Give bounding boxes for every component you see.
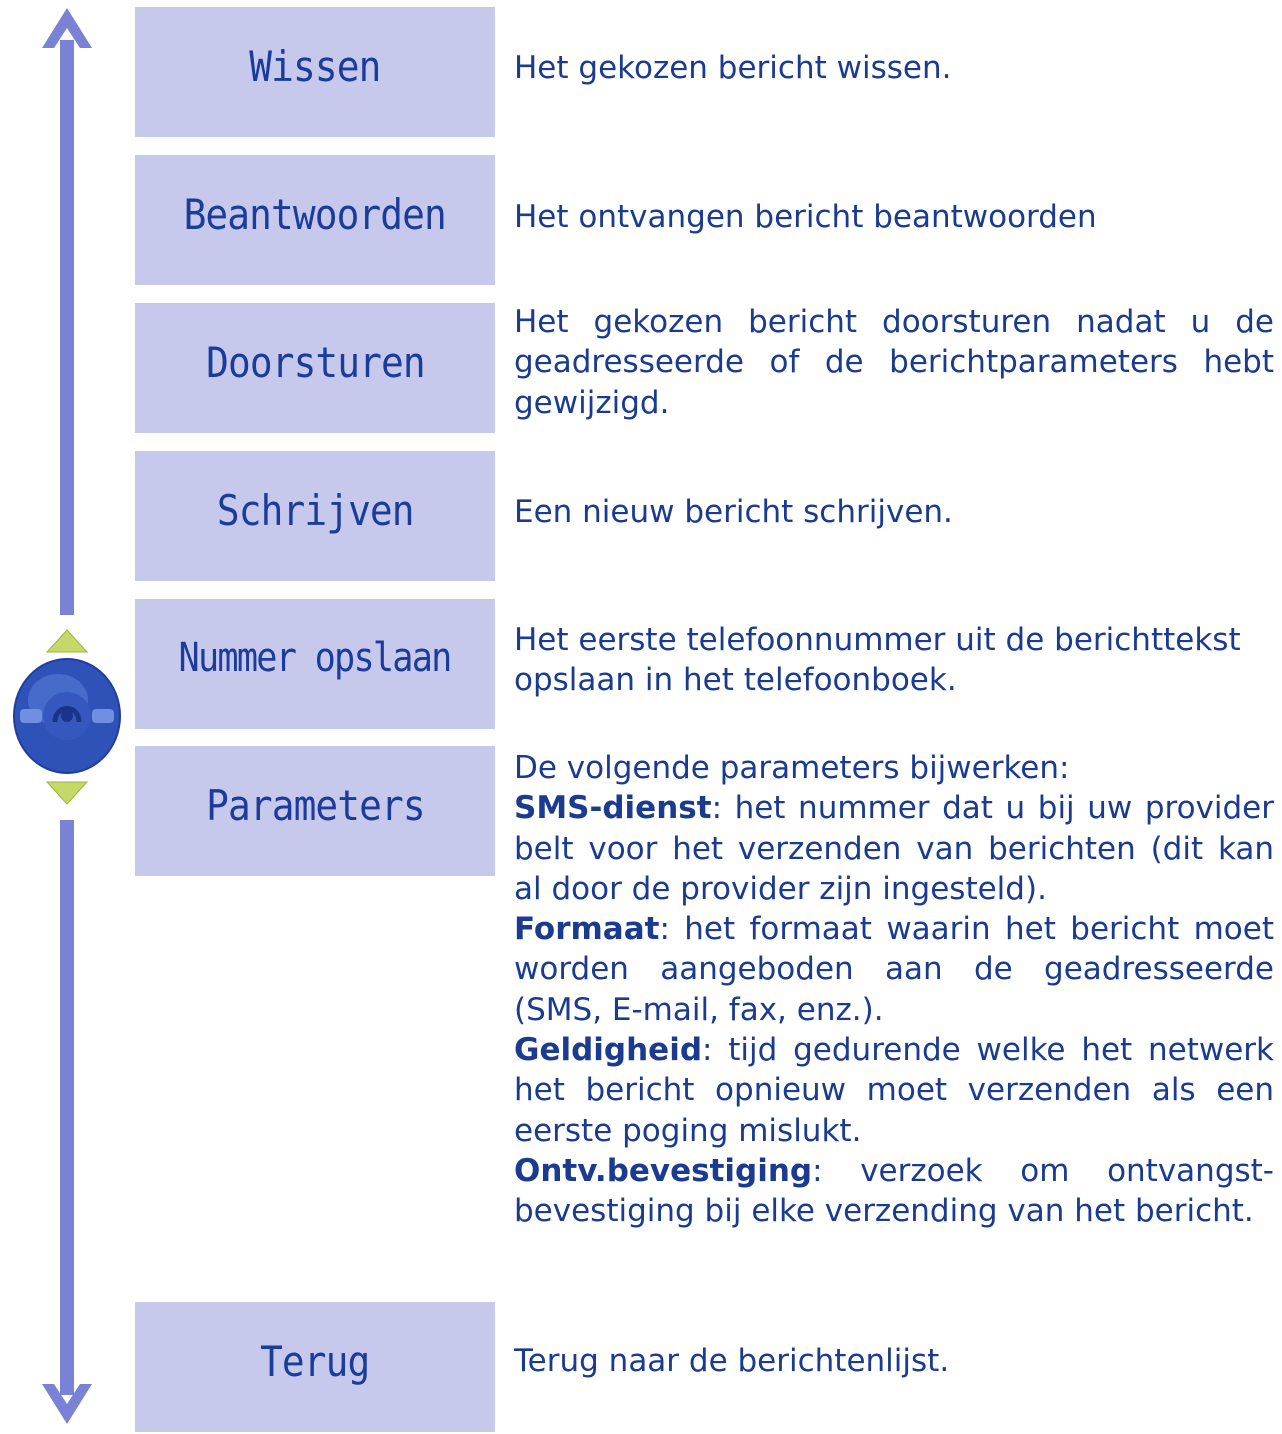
description-text: Het gekozen bericht wissen. bbox=[514, 50, 952, 86]
description-terug bbox=[514, 1341, 1274, 1381]
description-text: Terug naar de berichtenlijst. bbox=[514, 1343, 950, 1379]
description-nummer-opslaan bbox=[514, 620, 1274, 701]
menu-item-label: Terug bbox=[260, 1336, 370, 1386]
description-text: Het ontvangen bericht beantwoorden bbox=[514, 199, 1097, 235]
parameter-text: : het formaat waarin het bericht moet worden aangeboden aan de geadresseerde (SMS, E-mail, fax, enz.). bbox=[514, 911, 1274, 1028]
description-doorsturen bbox=[514, 302, 1274, 423]
menu-item-terug[interactable] bbox=[135, 1302, 495, 1432]
parameter-term: Ontv.bevestiging bbox=[514, 1152, 813, 1189]
parameter-text: : verzoek om ontvangst-bevestiging bij elke verzending van het bericht. bbox=[514, 1152, 1274, 1230]
menu-item-nummer-opslaan[interactable] bbox=[135, 599, 495, 729]
menu-item-wissen[interactable] bbox=[135, 7, 495, 137]
menu-item-label: Nummer opslaan bbox=[178, 635, 452, 681]
parameter-term: Formaat bbox=[514, 911, 660, 948]
menu-item-label: Beantwoorden bbox=[183, 189, 447, 239]
parameter-formaat bbox=[514, 909, 1274, 1030]
description-schrijven bbox=[514, 492, 1274, 532]
parameter-text: : het nummer dat u bij uw provider belt voor het verzenden van berichten (dit kan al door de provider zijn ingesteld). bbox=[514, 790, 1274, 907]
description-text: Het eerste telefoonnummer uit de berichttekst opslaan in het telefoonboek. bbox=[514, 622, 1241, 699]
navigation-key-icon bbox=[13, 630, 121, 804]
parameter-geldigheid bbox=[514, 1030, 1274, 1151]
description-beantwoorden bbox=[514, 197, 1274, 237]
scroll-indicator bbox=[0, 0, 140, 1434]
menu-item-beantwoorden[interactable] bbox=[135, 155, 495, 285]
description-text: Het gekozen bericht doorsturen nadat u de geadresseerde of de berichtparameters hebt gewijzigd. bbox=[514, 304, 1274, 421]
parameter-ontv-bevestiging bbox=[514, 1151, 1274, 1232]
arrow-down-icon bbox=[42, 820, 92, 1424]
description-wissen bbox=[514, 48, 1274, 88]
parameter-term: SMS-dienst bbox=[514, 790, 712, 827]
description-parameters bbox=[514, 748, 1274, 1232]
parameter-sms-dienst bbox=[514, 788, 1274, 909]
description-text: Een nieuw bericht schrijven. bbox=[514, 494, 953, 530]
menu-item-schrijven[interactable] bbox=[135, 451, 495, 581]
description-intro: De volgende parameters bijwerken: bbox=[514, 750, 1070, 786]
menu-item-doorsturen[interactable] bbox=[135, 303, 495, 433]
parameter-term: Geldigheid bbox=[514, 1032, 703, 1069]
parameter-text: : tijd gedurende welke het netwerk het bericht opnieuw moet verzenden als een eerste poging mislukt. bbox=[514, 1032, 1274, 1149]
menu-item-label: Parameters bbox=[205, 780, 425, 830]
menu-item-label: Doorsturen bbox=[205, 337, 425, 387]
arrow-up-icon bbox=[42, 8, 92, 615]
menu-item-label: Schrijven bbox=[216, 485, 414, 535]
menu-item-label: Wissen bbox=[249, 41, 381, 91]
menu-item-parameters[interactable] bbox=[135, 746, 495, 876]
